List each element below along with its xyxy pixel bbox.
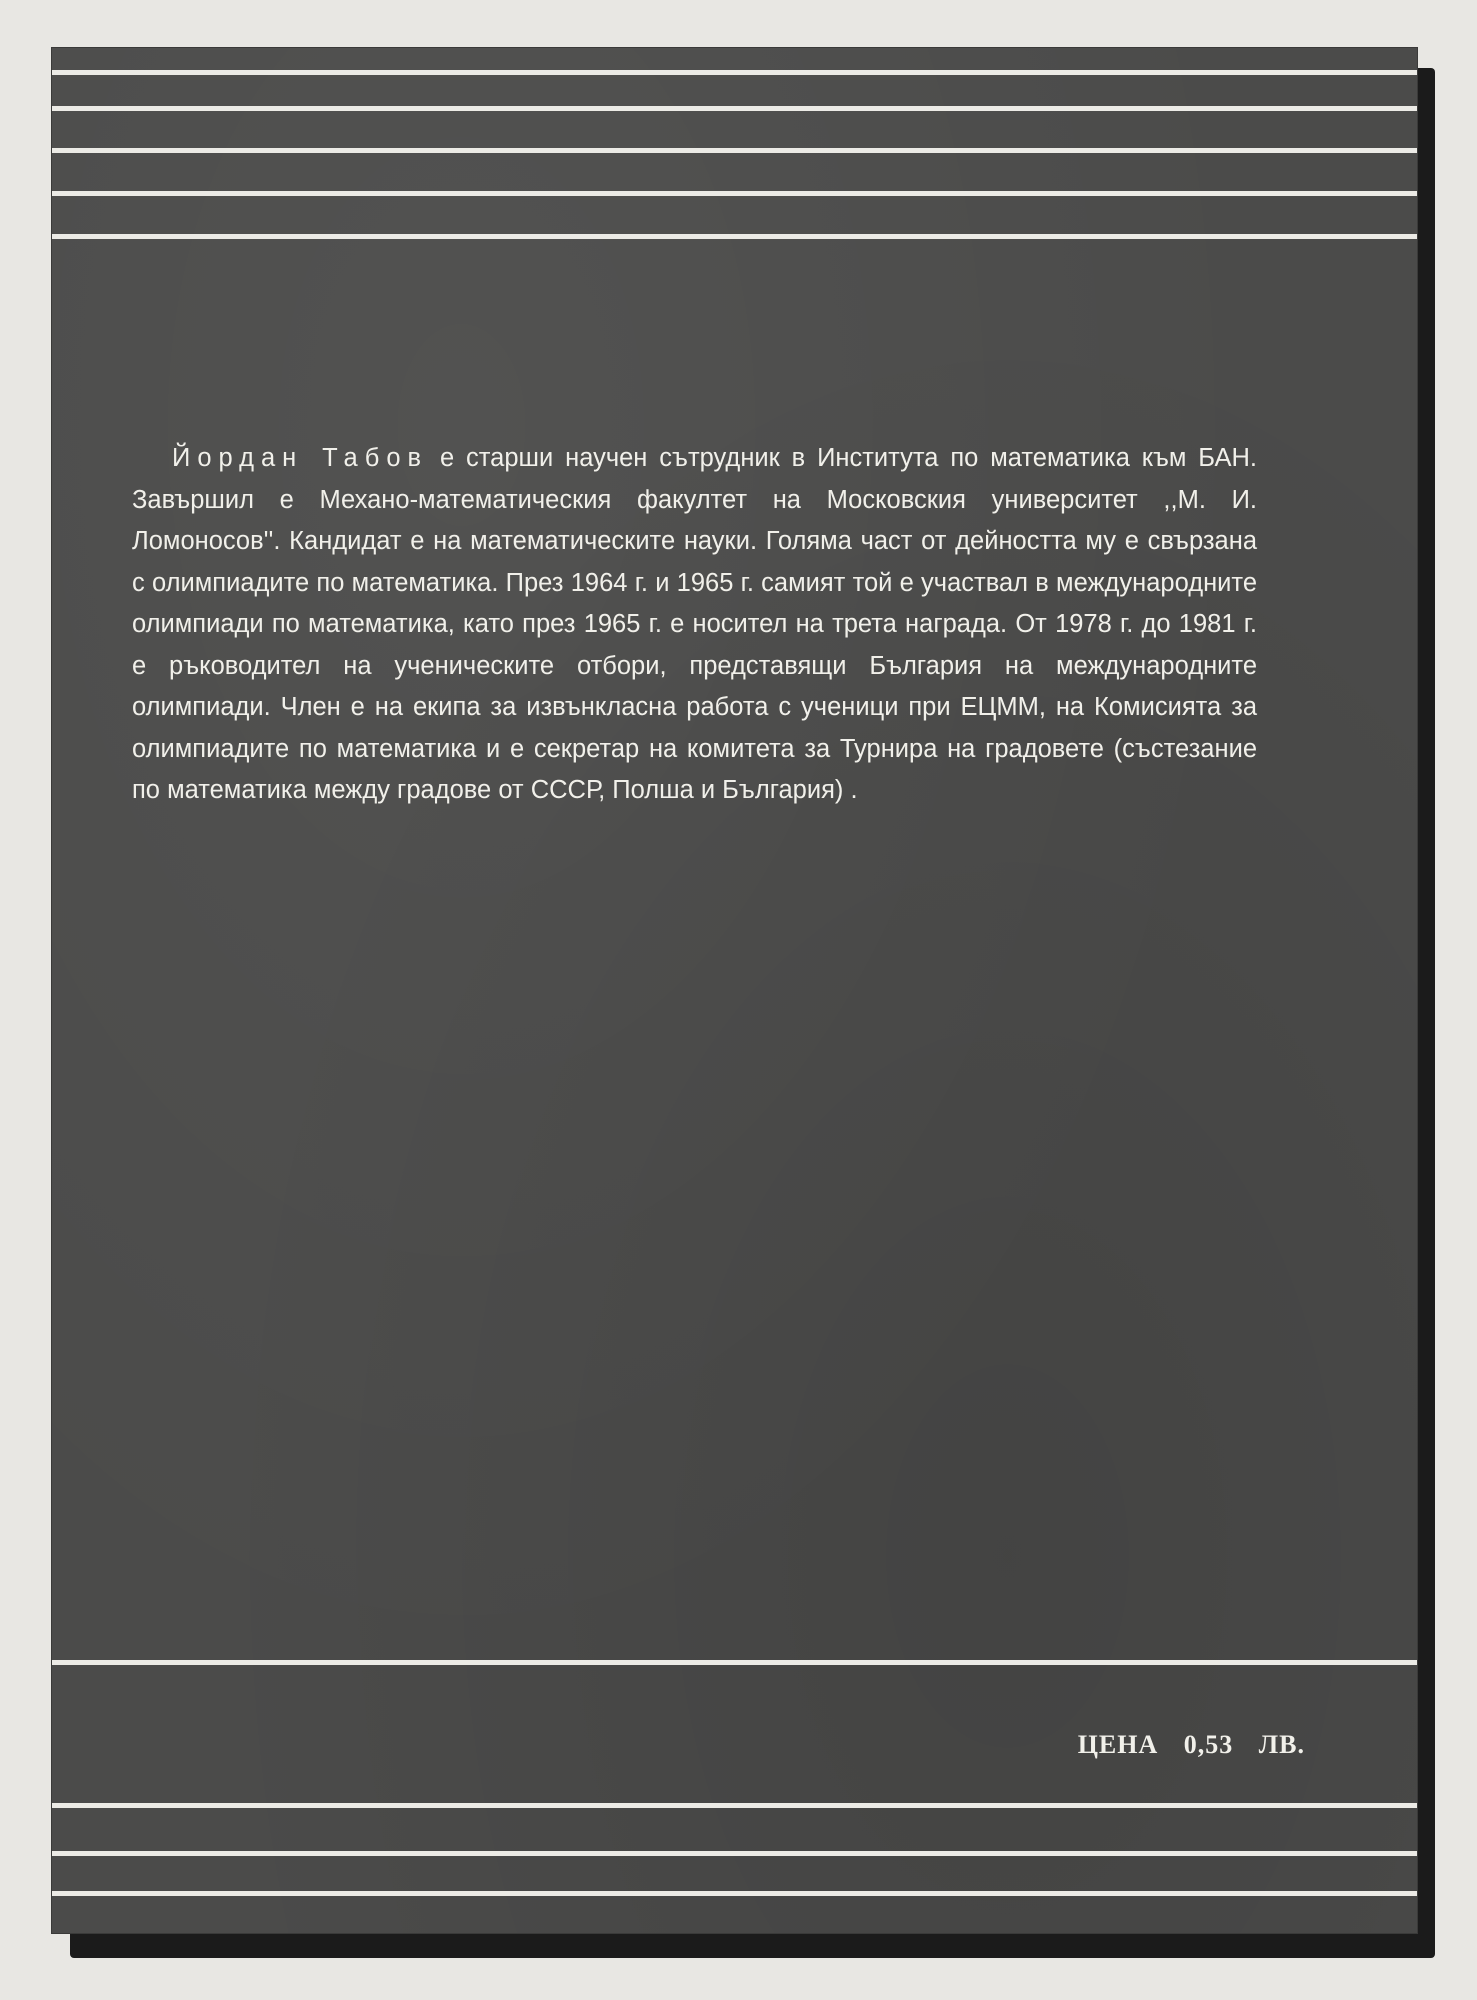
bottom-stripe-2 xyxy=(52,1803,1417,1808)
bottom-stripe-4 xyxy=(52,1891,1417,1896)
price-word: ЦЕНА xyxy=(1077,1730,1159,1759)
price-value: 0,53 xyxy=(1183,1730,1234,1759)
top-stripe-1 xyxy=(52,70,1417,75)
author-bio xyxy=(132,438,1257,812)
top-stripe-2 xyxy=(52,106,1417,111)
bottom-stripe-3 xyxy=(52,1851,1417,1856)
top-stripe-3 xyxy=(52,148,1417,153)
top-stripe-5 xyxy=(52,234,1417,239)
author-name: Йордан Табов xyxy=(172,444,429,472)
bio-text: е старши научен сътрудник в Института по математика към БАН. Завършил е Механо-математическия факултет на Московския университет ,,М. И. Ломоносов''. Кандидат е на математическите науки. Голяма част от дейността му е свързана с олимпиадите по математика. През 1964 г. и 1965 г. самият той е участвал в международните олимпиади по математика, като през 1965 г. е носител на трета награда. От 1978 г. до 1981 г. е ръководител на ученическите отбори, представящи България на международните олимпиади. Член е на екипа за извънкласна работа с ученици при ЕЦММ, на Комисията за олимпиадите по математика и е секретар на комитета за Турнира на градовете (състезание по математика между градове от СССР, Полша и България) . xyxy=(132,444,1257,804)
price-label xyxy=(1078,1730,1305,1760)
price-currency: ЛВ. xyxy=(1258,1730,1305,1759)
book-back-cover xyxy=(52,48,1417,1933)
bio-paragraph xyxy=(132,438,1257,812)
bottom-stripe-1 xyxy=(52,1660,1417,1665)
top-stripe-4 xyxy=(52,191,1417,196)
